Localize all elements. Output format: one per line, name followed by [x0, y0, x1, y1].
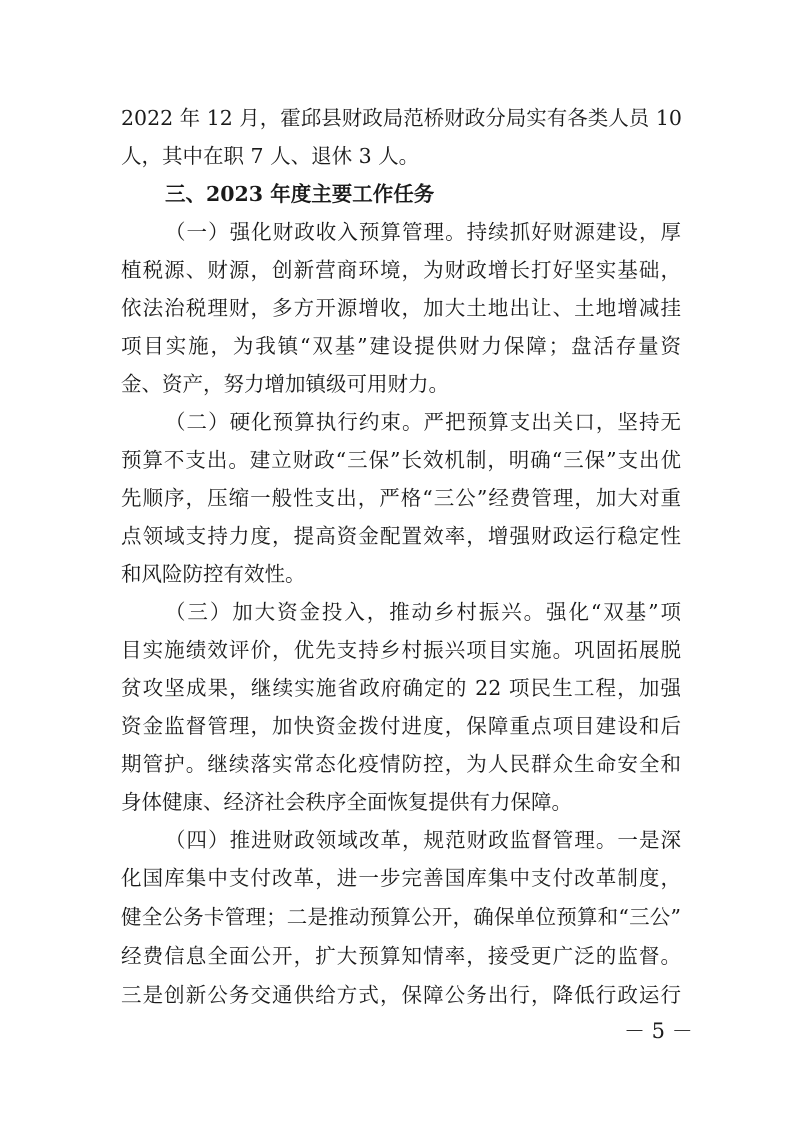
body-text-line: 预算不支出。建立财政“三保”长效机制，明确“三保”支出优 [121, 448, 681, 472]
paragraph-2-first-line: （二）硬化预算执行约束。严把预算支出关口，坚持无 [165, 410, 681, 434]
body-text-line: 身体健康、经济社会秩序全面恢复提供有力保障。 [121, 790, 572, 814]
body-text-line: 依法治税理财，多方开源增收，加大土地出让、土地增减挂 [121, 296, 681, 320]
body-text-line: 经费信息全面公开，扩大预算知情率，接受更广泛的监督。 [121, 944, 681, 968]
body-text-line: 三是创新公务交通供给方式，保障公务出行，降低行政运行 [121, 983, 681, 1007]
body-text-line: 健全公务卡管理；二是推动预算公开，确保单位预算和“三公” [121, 905, 681, 929]
body-text-line: 目实施绩效评价，优先支持乡村振兴项目实施。巩固拓展脱 [121, 638, 681, 662]
body-text-line: 2022 年 12 月，霍邱县财政局范桥财政分局实有各类人员 10 [121, 106, 682, 130]
paragraph-3-first-line: （三）加大资金投入，推动乡村振兴。强化“双基”项 [165, 600, 681, 624]
section-heading: 三、2023 年度主要工作任务 [165, 182, 435, 206]
body-text-line: 贫攻坚成果，继续实施省政府确定的 22 项民生工程，加强 [121, 676, 681, 700]
paragraph-4-first-line: （四）推进财政领域改革，规范财政监督管理。一是深 [165, 828, 681, 852]
body-text-line: 点领域支持力度，提高资金配置效率，增强财政运行稳定性 [121, 524, 681, 548]
paragraph-1-first-line: （一）强化财政收入预算管理。持续抓好财源建设，厚 [165, 220, 681, 244]
body-text-line: 和风险防控有效性。 [121, 562, 306, 586]
body-text-line: 化国库集中支付改革，进一步完善国库集中支付改革制度， [121, 866, 681, 890]
body-text-line: 资金监督管理，加快资金拨付进度，保障重点项目建设和后 [121, 714, 681, 738]
body-text-line: 先顺序，压缩一般性支出，严格“三公”经费管理，加大对重 [121, 486, 681, 510]
body-text-line: 项目实施，为我镇“双基”建设提供财力保障；盘活存量资 [121, 334, 681, 358]
body-text-line: 期管护。继续落实常态化疫情防控，为人民群众生命安全和 [121, 752, 681, 776]
body-text-line: 金、资产，努力增加镇级可用财力。 [121, 372, 449, 396]
body-text-line: 植税源、财源，创新营商环境，为财政增长打好坚实基础， [121, 258, 681, 282]
body-text-line: 人，其中在职 7 人、退休 3 人。 [121, 144, 420, 168]
page-number: － 5 － [624, 1019, 693, 1043]
